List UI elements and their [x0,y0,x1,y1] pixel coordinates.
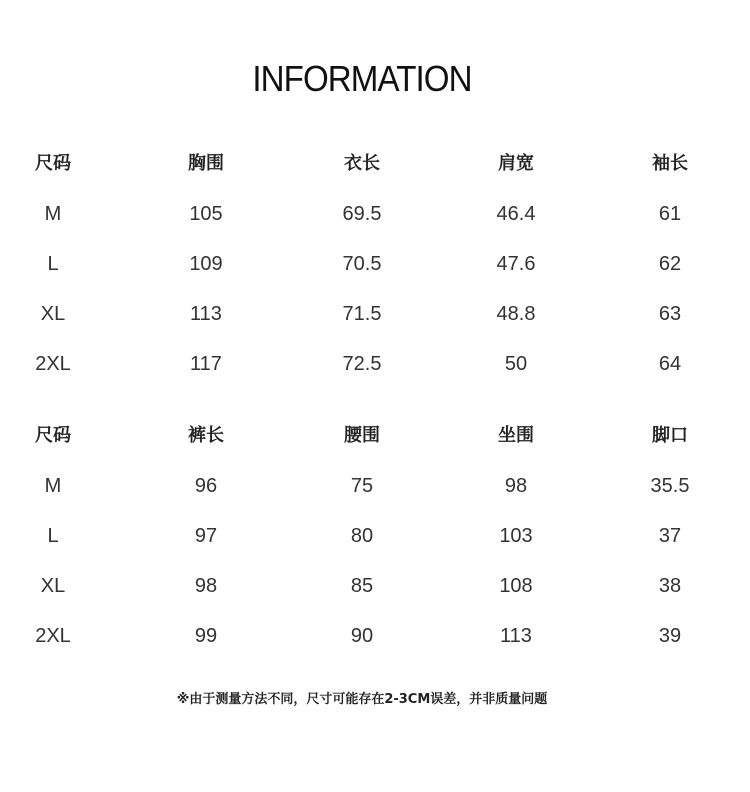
table-cell: L [47,253,59,275]
table-cell: 64 [658,353,682,375]
header-cell: 坐围 [498,425,534,446]
table-row [0,194,750,244]
table-cell: 38 [658,575,682,597]
header-cell: 胸围 [188,153,224,174]
table-cell: L [47,525,59,547]
table-row [0,566,750,616]
header-cell: 尺码 [35,425,71,446]
table-cell: 35.5 [650,475,690,497]
table-cell: 113 [190,303,222,325]
table-cell: 108 [499,575,533,597]
header-cell: 尺码 [35,153,71,174]
table-cell: 70.5 [342,253,382,275]
table-cell: 97 [194,525,218,547]
table-header-row [0,144,750,194]
table-cell: 62 [658,253,682,275]
table-cell: 39 [658,625,682,647]
table-row [0,294,750,344]
table-cell: 75 [350,475,374,497]
table-row [0,516,750,566]
table-cell: 98 [194,575,218,597]
table-cell: 47.6 [496,253,536,275]
table-cell: 98 [504,475,528,497]
table-cell: M [44,203,62,225]
table-cell: XL [40,303,66,325]
page-title: INFORMATION [252,58,472,99]
table-cell: M [44,475,62,497]
header-cell: 脚口 [652,425,688,446]
table-cell: 71.5 [342,303,382,325]
table-cell: 113 [500,625,532,647]
table-cell: 46.4 [496,203,536,225]
table-cell: 103 [499,525,533,547]
table-row [0,616,750,666]
table-cell: 109 [189,253,223,275]
table-cell: 80 [350,525,374,547]
table-row [0,344,750,394]
table-row [0,244,750,294]
top-size-table [0,144,750,394]
table-cell: 96 [194,475,218,497]
measurement-disclaimer: ※由于测量方法不同，尺寸可能存在2-3CM误差，并非质量问题 [176,692,548,707]
header-cell: 腰围 [344,425,380,446]
table-cell: 50 [504,353,528,375]
table-cell: 37 [658,525,682,547]
header-cell: 袖长 [652,153,688,174]
table-cell: 90 [350,625,374,647]
table-cell: 61 [658,203,682,225]
table-cell: 117 [190,353,222,375]
table-cell: 72.5 [342,353,382,375]
table-cell: 63 [658,303,682,325]
table-cell: 2XL [35,353,71,375]
table-cell: XL [40,575,66,597]
table-cell: 48.8 [496,303,536,325]
header-cell: 肩宽 [498,153,534,174]
header-cell: 衣长 [344,153,380,174]
bottom-size-table [0,416,750,666]
table-cell: 69.5 [342,203,382,225]
table-header-row [0,416,750,466]
table-row [0,466,750,516]
table-cell: 85 [350,575,374,597]
table-cell: 99 [194,625,218,647]
header-cell: 裤长 [188,425,224,446]
table-cell: 2XL [35,625,71,647]
table-cell: 105 [189,203,223,225]
